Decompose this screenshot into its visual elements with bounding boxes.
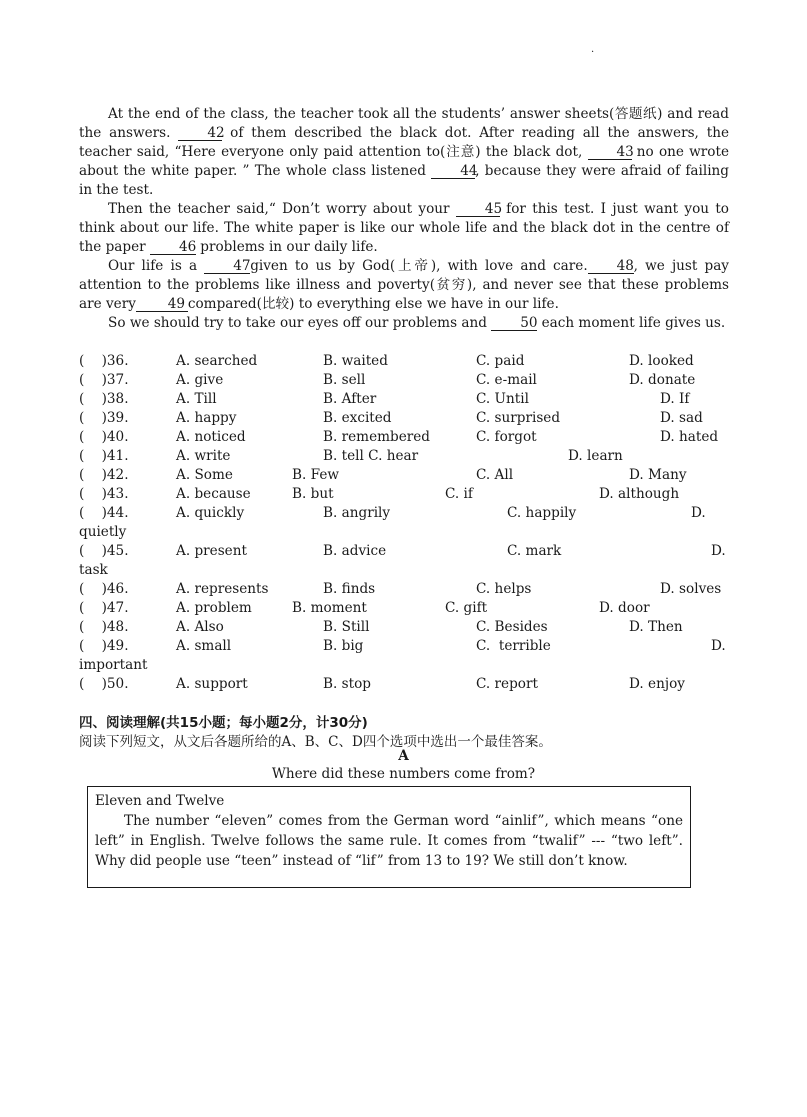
blank-49: 49 xyxy=(136,297,188,312)
section-instruction: 阅读下列短文，从文后各题所给的A、B、C、D四个选项中选出一个最佳答案。 xyxy=(79,734,552,750)
reading-box xyxy=(87,786,691,888)
blank-48: 48 xyxy=(588,259,634,274)
passage-paragraph-2: Then the teacher said,“ Don’t worry about your 45 for this test. I just want you to think about our life. The white paper is like our whole life and the black dot in the centre of the paper 46 problems in our daily life. xyxy=(79,201,729,255)
box-text: The number “eleven” comes from the German word “ainlif”, which means “one left” in English. Twelve follows the same rule. It comes from “twalif” --- “two left”. Why did people use “teen” instead of “lif” from 13 to 19? We still don’t know. xyxy=(95,813,683,869)
blank-50: 50 xyxy=(491,316,537,331)
question-49-wrap: important xyxy=(79,657,148,673)
passage-paragraph-1: At the end of the class, the teacher took all the students’ answer sheets(答题纸) and read the answers. 42 of them described the black dot. After reading all the answers, the teacher said, “Here everyone only paid attention to(注意) the black dot, 43 no one wrote about the white paper. ” The whole class listened 44, because they were afraid of failing in the test. xyxy=(79,106,730,198)
passage-paragraph-4: So we should try to take our eyes off our problems and 50 each moment life gives us. xyxy=(108,315,726,331)
blank-46: 46 xyxy=(150,240,196,255)
question-44-wrap: quietly xyxy=(79,524,127,540)
question-45-wrap: task xyxy=(79,562,108,578)
passage-paragraph-3: Our life is a 47given to us by God(上帝), with love and care. 48, we just pay attention to the problems like illness and poverty(贫穷), and never see that these problems are very 49 compared(比较) to everything else we have in our life. xyxy=(79,258,729,312)
section-heading: 四、阅读理解(共15小题；每小题2分，计30分) xyxy=(79,715,368,731)
reading-title: Where did these numbers come from? xyxy=(271,766,536,782)
blank-44: 44 xyxy=(431,164,475,179)
blank-45: 45 xyxy=(456,202,500,217)
blank-47: 47 xyxy=(204,259,250,274)
part-label: A xyxy=(398,748,409,764)
blank-42: 42 xyxy=(178,126,222,141)
box-title: Eleven and Twelve xyxy=(95,793,225,809)
blank-43: 43 xyxy=(588,145,632,160)
corner-mark: . xyxy=(591,44,595,55)
